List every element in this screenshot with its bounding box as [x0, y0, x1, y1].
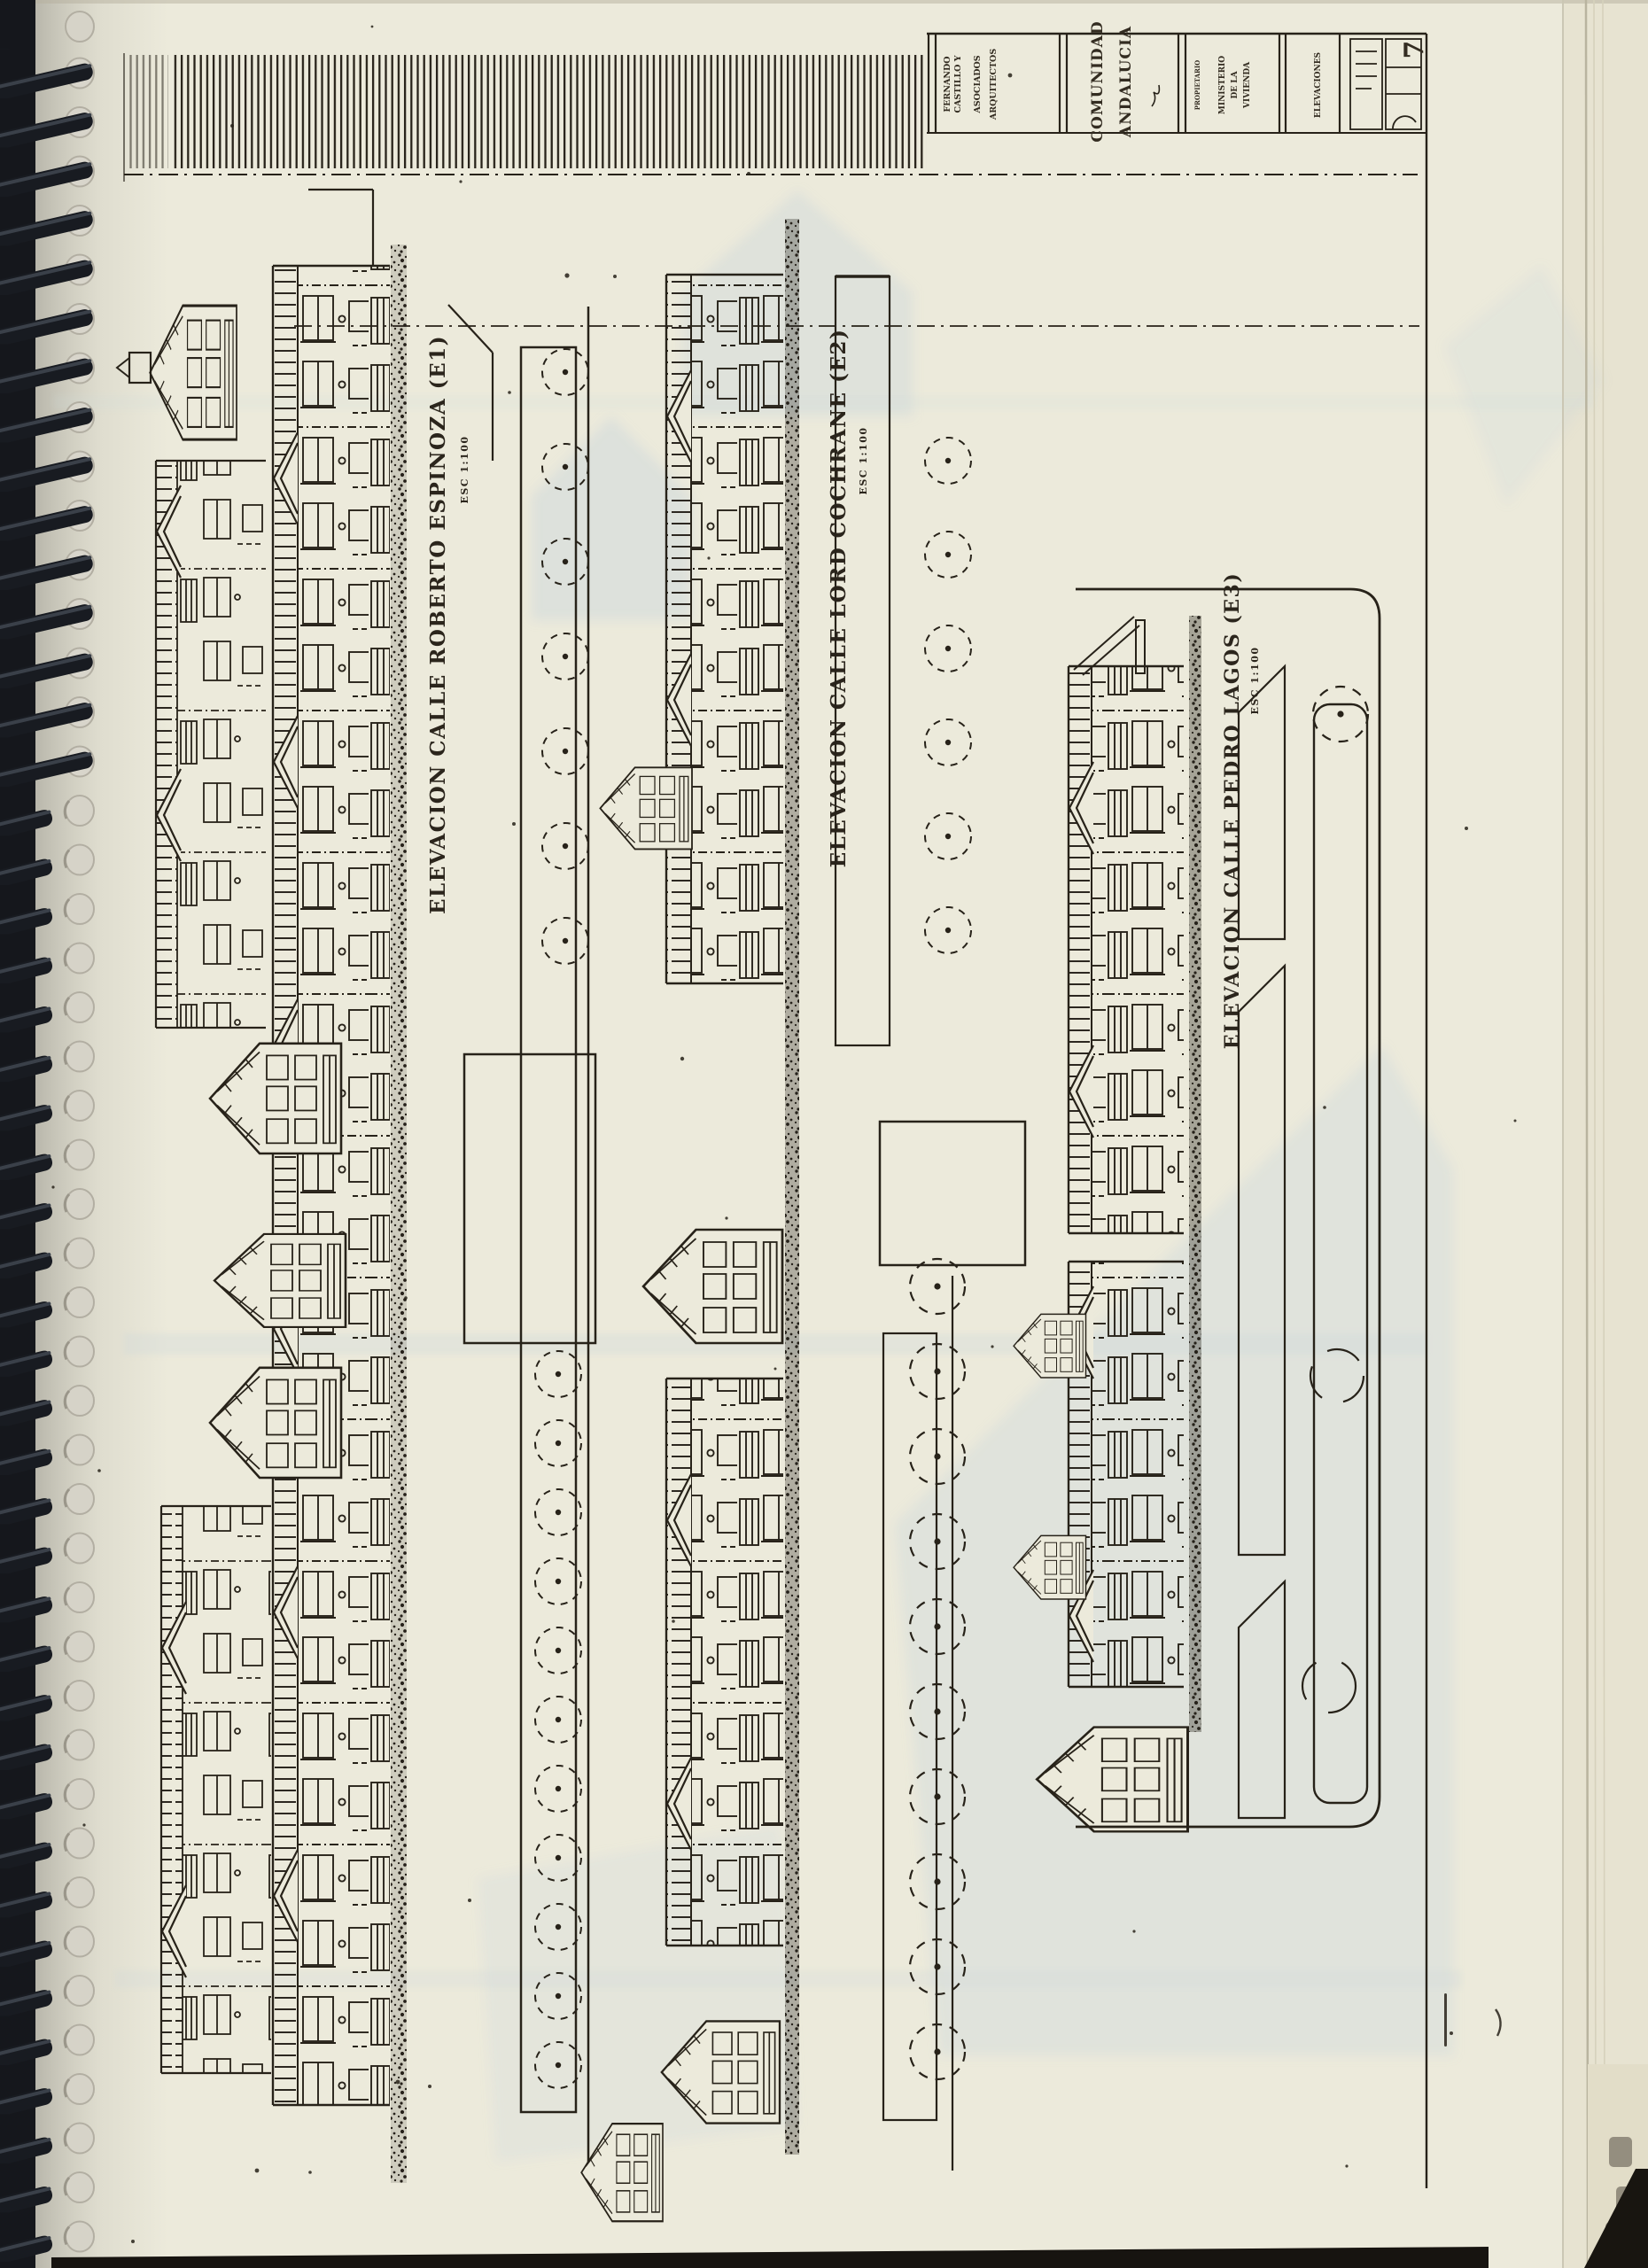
e3-scale-label: ESC 1:100: [1249, 646, 1261, 715]
binding-coils-lower: [0, 784, 111, 2268]
architect-name-line3: ASOCIADOS: [973, 55, 983, 113]
e3-terrace-strip-upper: [1069, 666, 1184, 1233]
e2-terrace-strip-lower: [666, 1379, 783, 1946]
e2-title-label: ELEVACION CALLE LORD COCHRANE (E2): [827, 328, 851, 868]
owner-line3: VIVIENDA: [1243, 61, 1252, 109]
e3-title-label: ELEVACION CALLE PEDRO LAGOS (E3): [1221, 571, 1244, 1050]
e2-terrace-strip-upper: [666, 275, 783, 983]
spiral-binding: [0, 0, 111, 2268]
owner-label: PROPIETARIO: [1193, 59, 1201, 111]
punch-hole-empty: [66, 12, 94, 42]
e2-scale-label: ESC 1:100: [858, 426, 869, 495]
e1-back-strip-upper: [156, 461, 266, 1028]
architect-name-line2: CASTILLO Y: [953, 55, 963, 113]
e1-scale-label: ESC 1:100: [459, 435, 470, 504]
e1-title-label: ELEVACION CALLE ROBERTO ESPINOZA (E1): [426, 335, 450, 914]
owner-line1: MINISTERIO: [1218, 55, 1227, 115]
binding-coils-upper: [0, 49, 111, 784]
e1-terrace-strip: [273, 266, 390, 2105]
project-name-line1: COMUNIDAD: [1089, 20, 1107, 143]
sheet-content-label: ELEVACIONES: [1314, 51, 1323, 119]
sheet-number: 7: [1399, 40, 1430, 59]
architect-name-line4: ARQUITECTOS: [989, 48, 999, 120]
architect-name-line1: FERNANDO: [943, 56, 952, 113]
e1-back-strip-lower: [161, 1506, 271, 2073]
project-name-line2: ANDALUCIA: [1117, 25, 1135, 138]
owner-line2: DE LA: [1231, 71, 1240, 99]
